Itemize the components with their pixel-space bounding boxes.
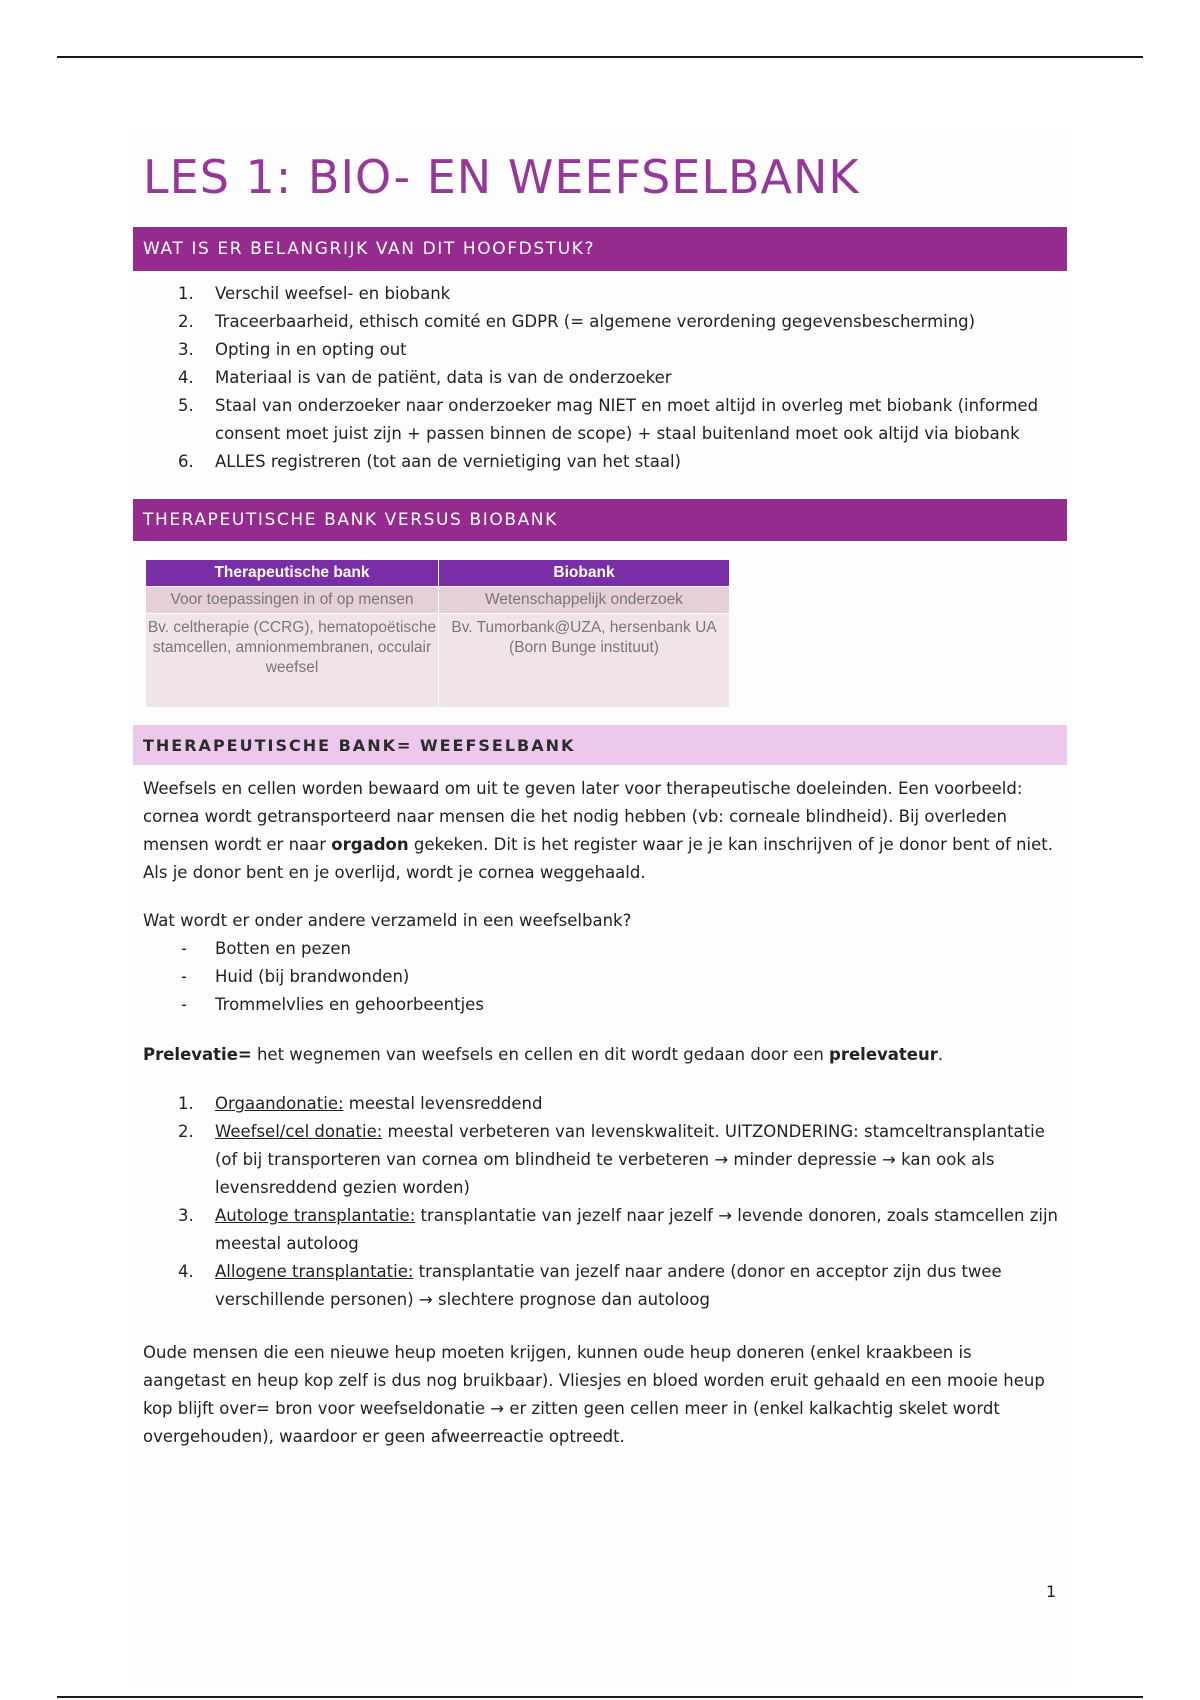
table-cell: Bv. Tumorbank@UZA, hersenbank UA (Born Bunge instituut) bbox=[439, 614, 730, 708]
table-cell: Voor toepassingen in of op mensen bbox=[146, 587, 439, 614]
transplant-types-list bbox=[133, 1090, 1067, 1314]
list-item: 1. Verschil weefsel- en biobank bbox=[178, 284, 451, 303]
list-item: 5. Staal van onderzoeker naar onderzoeker mag NIET en moet altijd in overleg met biobank (informed consent moet juist zijn + passen binnen de scope) + staal buitenland moet ook altijd via biobank bbox=[178, 396, 1039, 443]
section-heading-bank-vs-biobank: THERAPEUTISCHE BANK VERSUS BIOBANK bbox=[133, 499, 1067, 541]
list-item: 2. Weefsel/cel donatie: meestal verbeteren van levenskwaliteit. UITZONDERING: stamceltransplantatie (of bij transporteren van cornea om blindheid te verbeteren → minder depressie → kan ook als levensreddend gezien worden) bbox=[178, 1122, 1045, 1197]
table-header: Therapeutische bank bbox=[146, 560, 439, 587]
collection-question: Wat wordt er onder andere verzameld in een weefselbank? bbox=[143, 911, 632, 930]
list-item: - Huid (bij brandwonden) bbox=[181, 967, 410, 986]
section-heading-important: WAT IS ER BELANGRIJK VAN DIT HOOFDSTUK? bbox=[133, 227, 1067, 271]
page-title: LES 1: BIO- EN WEEFSELBANK bbox=[143, 150, 860, 204]
list-item: - Botten en pezen bbox=[181, 939, 351, 958]
page-content bbox=[133, 128, 1067, 1688]
bank-comparison-table bbox=[145, 559, 730, 708]
list-item: - Trommelvlies en gehoorbeentjes bbox=[181, 995, 484, 1014]
collection-list bbox=[133, 935, 1067, 1019]
footer-rule bbox=[57, 1696, 1143, 1698]
section-heading-weefselbank: THERAPEUTISCHE BANK= WEEFSELBANK bbox=[133, 725, 1067, 765]
prelevatie-definition: Prelevatie= het wegnemen van weefsels en cellen en dit wordt gedaan door een prelevateur. bbox=[143, 1045, 944, 1064]
list-item: 3. Autologe transplantatie: transplantatie van jezelf naar jezelf → levende donoren, zoals stamcellen zijn meestal autoloog bbox=[178, 1206, 1058, 1253]
list-item: 2. Traceerbaarheid, ethisch comité en GDPR (= algemene verordening gegevensbescherming) bbox=[178, 312, 976, 331]
list-item: 6. ALLES registreren (tot aan de vernietiging van het staal) bbox=[178, 452, 681, 471]
table-cell: Wetenschappelijk onderzoek bbox=[439, 587, 730, 614]
table-header: Biobank bbox=[439, 560, 730, 587]
list-item: 3. Opting in en opting out bbox=[178, 340, 407, 359]
table-header-row bbox=[146, 560, 730, 587]
header-rule bbox=[57, 56, 1143, 58]
table-row bbox=[146, 614, 730, 708]
hip-donation-paragraph: Oude mensen die een nieuwe heup moeten krijgen, kunnen oude heup doneren (enkel kraakbeen is aangetast en heup kop zelf is dus nog bruikbaar). Vliesjes en bloed worden eruit gehaald en een mooie heup kop blijft over= bron voor weefseldonatie → er zitten geen cellen meer in (enkel kalkachtig skelet wordt overgehouden), waardoor er geen afweerreactie optreedt. bbox=[143, 1343, 1045, 1446]
list-item: 1. Orgaandonatie: meestal levensreddend bbox=[178, 1094, 543, 1113]
list-item: 4. Materiaal is van de patiënt, data is van de onderzoeker bbox=[178, 368, 672, 387]
important-points-list bbox=[133, 280, 1067, 476]
table-row bbox=[146, 587, 730, 614]
weefselbank-intro: Weefsels en cellen worden bewaard om uit te geven later voor therapeutische doeleinden. Een voorbeeld: cornea wordt getransporteerd naar mensen die het nodig hebben (vb: corneale blindheid). Bij overleden mensen wordt er naar orgadon gekeken. Dit is het register waar je je kan inschrijven of je donor bent of niet. Als je donor bent en je overlijd, wordt je cornea weggehaald. bbox=[143, 779, 1053, 882]
table-cell: Bv. celtherapie (CCRG), hematopoëtische stamcellen, amnionmembranen, occulair weefsel bbox=[146, 614, 439, 708]
list-item: 4. Allogene transplantatie: transplantatie van jezelf naar andere (donor en acceptor zijn dus twee verschillende personen) → slechtere prognose dan autoloog bbox=[178, 1262, 1002, 1309]
page-number: 1 bbox=[1046, 1582, 1057, 1601]
